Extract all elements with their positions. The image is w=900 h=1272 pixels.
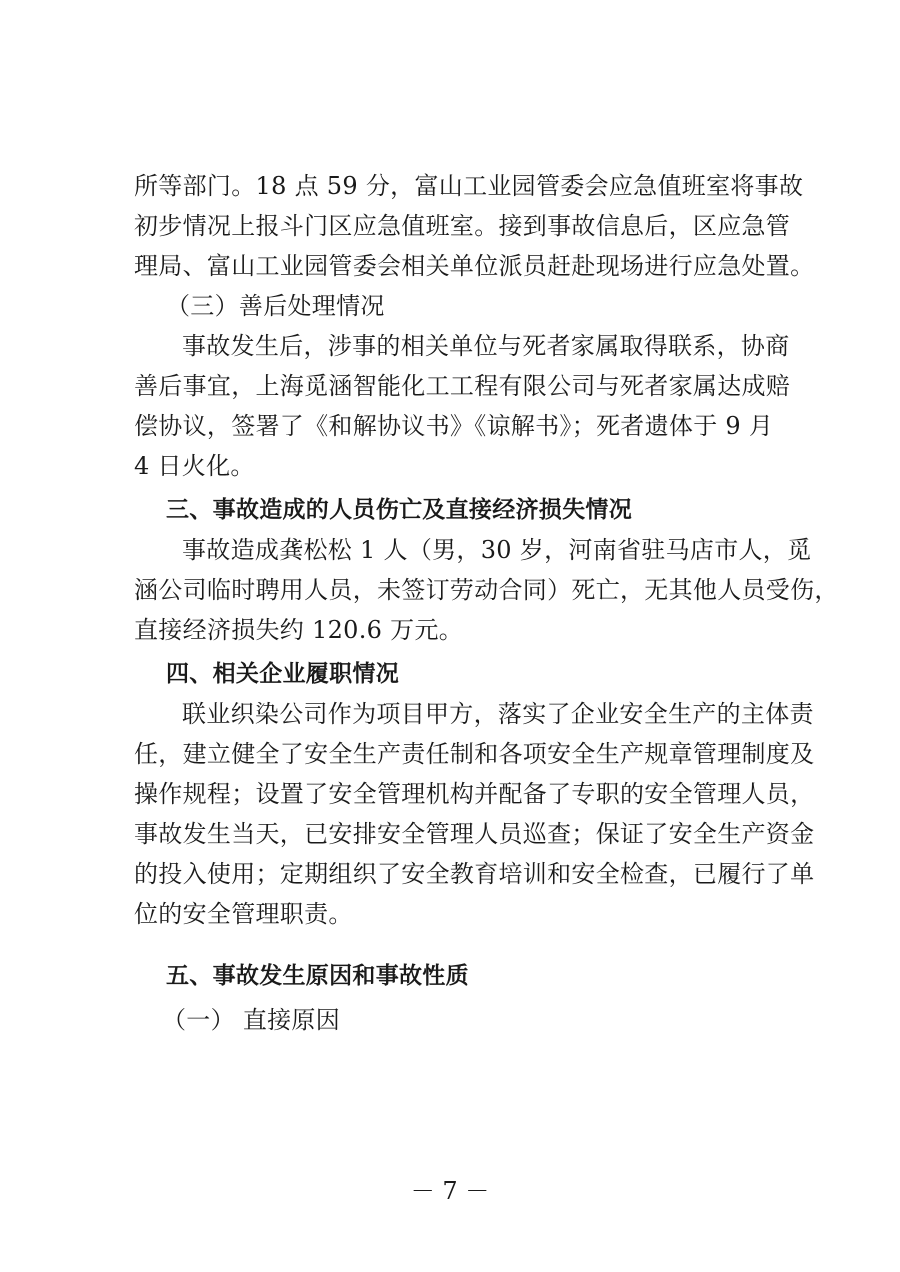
text-line: 4 日火化。 bbox=[134, 452, 255, 480]
text-line: 涵公司临时聘用人员，未签订劳动合同）死亡，无其他人员受伤， bbox=[134, 576, 839, 604]
heading-casualties-losses bbox=[134, 490, 794, 530]
paragraph-report-process bbox=[134, 166, 815, 286]
text-line: 位的安全管理职责。 bbox=[134, 900, 353, 928]
text-line: 的投入使用；定期组织了安全教育培训和安全检查，已履行了单 bbox=[134, 860, 815, 888]
document-body bbox=[134, 166, 839, 1040]
subheading-text: （三）善后处理情况 bbox=[166, 292, 385, 320]
text-line: 事故发生后，涉事的相关单位与死者家属取得联系，协商 bbox=[182, 332, 790, 360]
text-line: 理局、富山工业园管委会相关单位派员赶赴现场进行应急处置。 bbox=[134, 252, 815, 280]
heading-text: 四、相关企业履职情况 bbox=[166, 661, 399, 687]
subheading-text: （一） 直接原因 bbox=[162, 1006, 341, 1034]
heading-causes-nature bbox=[134, 956, 794, 996]
text-line: 初步情况上报斗门区应急值班室。接到事故信息后，区应急管 bbox=[134, 212, 791, 240]
subheading-direct-cause bbox=[134, 1000, 794, 1040]
text-line: 所等部门。18 点 59 分，富山工业园管委会应急值班室将事故 bbox=[134, 172, 804, 200]
paragraph-aftermath bbox=[134, 326, 794, 486]
heading-enterprise-duties bbox=[134, 654, 794, 694]
text-line: 善后事宜，上海觅涵智能化工工程有限公司与死者家属达成赔 bbox=[134, 372, 791, 400]
text-line: 操作规程；设置了安全管理机构并配备了专职的安全管理人员， bbox=[134, 780, 815, 808]
paragraph-casualties-losses bbox=[134, 530, 839, 650]
paragraph-enterprise-duties bbox=[134, 694, 815, 934]
text-line: 事故造成龚松松 1 人（男，30 岁，河南省驻马店市人，觅 bbox=[182, 536, 812, 564]
page-number: － 7 － bbox=[410, 1177, 490, 1205]
subheading-aftermath bbox=[134, 286, 794, 326]
heading-text: 三、事故造成的人员伤亡及直接经济损失情况 bbox=[166, 497, 632, 523]
text-line: 联业织染公司作为项目甲方，落实了企业安全生产的主体责 bbox=[182, 700, 814, 728]
text-line: 直接经济损失约 120.6 万元。 bbox=[134, 616, 464, 644]
text-line: 任，建立健全了安全生产责任制和各项安全生产规章管理制度及 bbox=[134, 740, 815, 768]
text-line: 偿协议，签署了《和解协议书》《谅解书》；死者遗体于 9 月 bbox=[134, 412, 774, 440]
heading-text: 五、事故发生原因和事故性质 bbox=[166, 963, 469, 989]
text-line: 事故发生当天，已安排安全管理人员巡查；保证了安全生产资金 bbox=[134, 820, 815, 848]
